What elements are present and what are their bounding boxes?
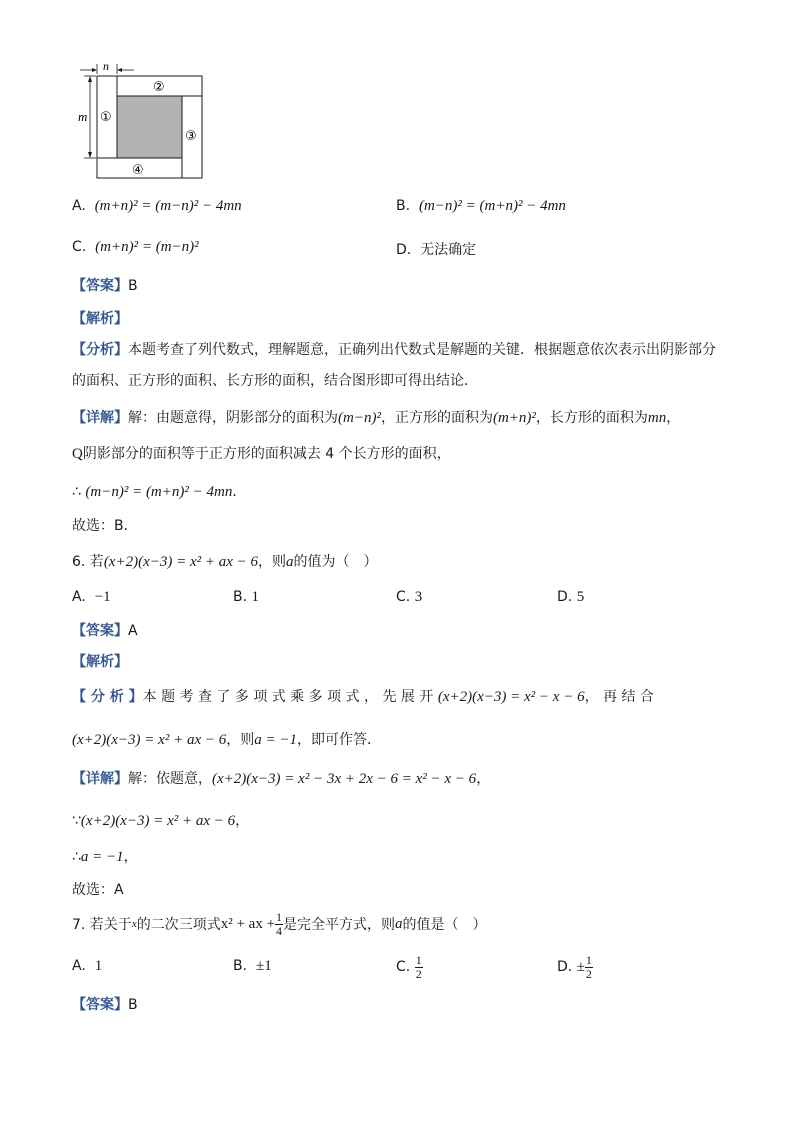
q5-detail-line2: Q阴影部分的面积等于正方形的面积减去 4 个长方形的面积， xyxy=(72,446,451,462)
q5-detail-line3: ∴ (m−n)² = (m+n)² − 4mn． xyxy=(72,484,247,500)
q7-option-d-fraction: $\frac{1}{2}$ xyxy=(585,952,592,981)
label-n: n xyxy=(103,60,109,73)
q5-answer: 【答案】B xyxy=(72,278,138,294)
label-m: m xyxy=(78,109,88,124)
q6-stem: 6. 若(x+2)(x−3) = x² + ax − 6，则a的值为（ ） xyxy=(72,554,378,570)
q6-analysis-tag: 【解析】 xyxy=(72,654,128,670)
q6-answer: 【答案】A xyxy=(72,623,138,639)
q5-analysis-tag: 【解析】 xyxy=(72,311,128,327)
q5-option-b: B. (m−n)² = (m+n)² − 4mn xyxy=(396,198,566,214)
shaded-square xyxy=(117,96,182,158)
q5-fenxi-line1: 【分析】本题考查了列代数式，理解题意，正确列出代数式是解题的关键．根据题意依次表示出阴影部分 xyxy=(72,342,716,358)
q7-option-d: D. ± $\frac{1}{2}$ xyxy=(557,952,592,981)
q6-therefore: ∴a = −1， xyxy=(72,849,138,865)
q5-option-c: C. (m+n)² = (m−n)² xyxy=(72,239,199,255)
q6-option-a: A. −1 xyxy=(72,589,111,605)
q5-option-d: D. 无法确定 xyxy=(396,242,477,258)
region-2: ② xyxy=(153,80,165,95)
q7-option-a: A. 1 xyxy=(72,958,103,974)
q7-option-c-fraction: $\frac{1}{2}$ xyxy=(415,952,422,981)
region-4: ④ xyxy=(132,163,144,178)
q7-answer: 【答案】B xyxy=(72,997,138,1013)
q6-option-c: C. 3 xyxy=(396,589,423,605)
q5-detail-line1: 【详解】解：由题意得，阴影部分的面积为(m−n)²，正方形的面积为(m+n)²，长方形的面积为mn， xyxy=(72,410,681,426)
region-1: ① xyxy=(100,110,112,125)
q7-stem-fraction: $\frac{1}{4}$ xyxy=(276,909,283,938)
q5-fenxi-line2: 的面积、正方形的面积、长方形的面积，结合图形即可得出结论． xyxy=(72,373,478,389)
q6-option-b: B. 1 xyxy=(233,589,260,605)
q6-detail: 【详解】解：依题意，(x+2)(x−3) = x² − 3x + 2x − 6 = x² − x − 6， xyxy=(72,771,491,787)
q6-fenxi-line1: 【 分 析 】本 题 考 查 了 多 项 式 乘 多 项 式 ， 先 展 开 (x+2)(x−3) = x² − x − 6， 再 结 合 xyxy=(72,689,654,705)
q6-fenxi-line2: (x+2)(x−3) = x² + ax − 6，则a = −1，即可作答． xyxy=(72,732,381,748)
q5-option-a-expr: (m+n)² = (m−n)² − 4mn xyxy=(94,198,242,214)
q5-option-a: A. (m+n)² = (m−n)² − 4mn xyxy=(72,198,242,214)
q7-option-c: C. $\frac{1}{2}$ xyxy=(396,952,422,981)
q6-because: ∵(x+2)(x−3) = x² + ax − 6， xyxy=(72,813,250,829)
geometry-figure xyxy=(70,60,210,180)
q5-choose: 故选：B． xyxy=(72,518,138,534)
region-3: ③ xyxy=(185,129,197,144)
q6-option-d: D. 5 xyxy=(557,589,585,605)
q7-option-b: B. ±1 xyxy=(233,958,272,974)
q5-option-b-expr: (m−n)² = (m+n)² − 4mn xyxy=(418,198,566,214)
q7-stem: 7. 若关于 x 的二次三项式 x² + ax + $\frac{1}{4}$ 是完全平方式，则 a 的值是（ ） xyxy=(72,909,487,938)
q6-choose: 故选：A xyxy=(72,882,124,898)
q5-option-c-expr: (m+n)² = (m−n)² xyxy=(95,239,199,255)
